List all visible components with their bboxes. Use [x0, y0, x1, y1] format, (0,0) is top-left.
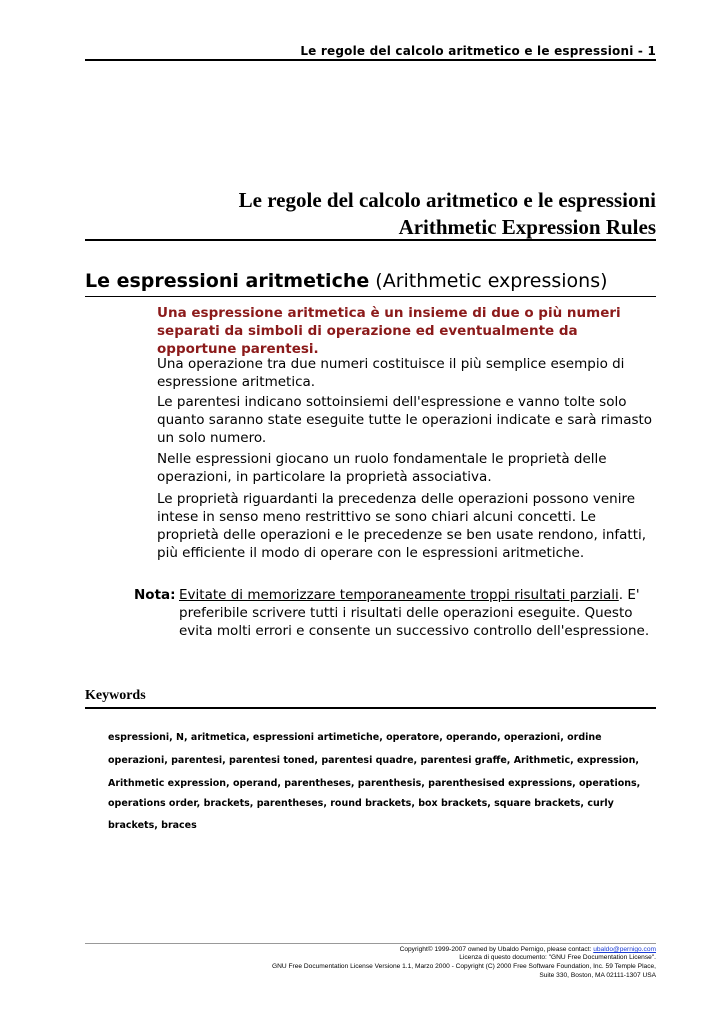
keywords-line: brackets, braces [108, 820, 197, 831]
note-label: Nota: [134, 587, 176, 603]
footer-copyright-text: Copyright© 1999-2007 owned by Ubaldo Pernigo, please contact: [399, 946, 594, 953]
footer-license: Licenza di questo documento: "GNU Free Documentation License". [459, 954, 656, 961]
keywords-line: Arithmetic expression, operand, parentheses, parenthesis, parenthesised expressions, operations, [108, 778, 641, 789]
section-heading-rest: (Arithmetic expressions) [375, 270, 608, 292]
running-header: Le regole del calcolo aritmetico e le espressioni - 1 [300, 44, 656, 58]
section-heading-strong: Le espressioni aritmetiche [85, 270, 370, 292]
note-text [179, 586, 659, 640]
footer-address: Suite 330, Boston, MA 02111-1307 USA [539, 972, 656, 979]
document-subtitle: Arithmetic Expression Rules [398, 215, 656, 239]
footer-gnu-fdl: GNU Free Documentation License Versione 1.1, Marzo 2000 - Copyright (C) 2000 Free Software Foundation, Inc. 59 Temple Place, [272, 963, 656, 970]
footer-copyright [400, 946, 656, 954]
keywords-rule [85, 707, 656, 709]
title-rule [85, 239, 656, 241]
paragraph-1: Una operazione tra due numeri costituisce il più semplice esempio di espressione aritmetica. [157, 356, 625, 390]
note-rest: . E' preferibile scrivere tutti i risultati delle operazioni eseguite. Questo evita molti errori e consente un successivo controllo dell'espressione. [179, 587, 650, 639]
keywords-line: operations order, brackets, parentheses, round brackets, box brackets, square brackets, curly [108, 798, 614, 809]
paragraph-3: Nelle espressioni giocano un ruolo fondamentale le proprietà delle operazioni, in particolare la proprietà associativa. [157, 451, 607, 485]
header-rule [85, 59, 656, 61]
note-underlined: Evitate di memorizzare temporaneamente troppi risultati parziali [179, 587, 619, 603]
footer-email-link[interactable]: ubaldo@pernigo.com [593, 946, 656, 953]
keywords-line: operazioni, parentesi, parentesi toned, parentesi quadre, parentesi graffe, Arithmetic, expression, [108, 755, 639, 766]
paragraph-2: Le parentesi indicano sottoinsiemi dell'espressione e vanno tolte solo quanto saranno state eseguite tutte le operazioni indicate e sarà rimasto un solo numero. [157, 394, 653, 446]
paragraph-4: Le proprietà riguardanti la precedenza delle operazioni possono venire intese in senso meno restrittivo se sono chiari alcuni concetti. Le proprietà delle operazioni e le precedenze se ben usate rendono, infatti, più efficiente il modo di operare con le espressioni aritmetiche. [157, 491, 647, 561]
document-title: Le regole del calcolo aritmetico e le espressioni [238, 188, 656, 212]
keywords-line: espressioni, N, aritmetica, espressioni artimetiche, operatore, operando, operazioni, ordine [108, 732, 602, 743]
keywords-heading: Keywords [85, 688, 146, 703]
footer-rule [85, 943, 656, 944]
lead-definition: Una espressione aritmetica è un insieme di due o più numeri separati da simboli di operazione ed eventualmente da opportune parentesi. [157, 305, 621, 357]
section-heading [85, 268, 608, 294]
section-rule [85, 296, 656, 297]
